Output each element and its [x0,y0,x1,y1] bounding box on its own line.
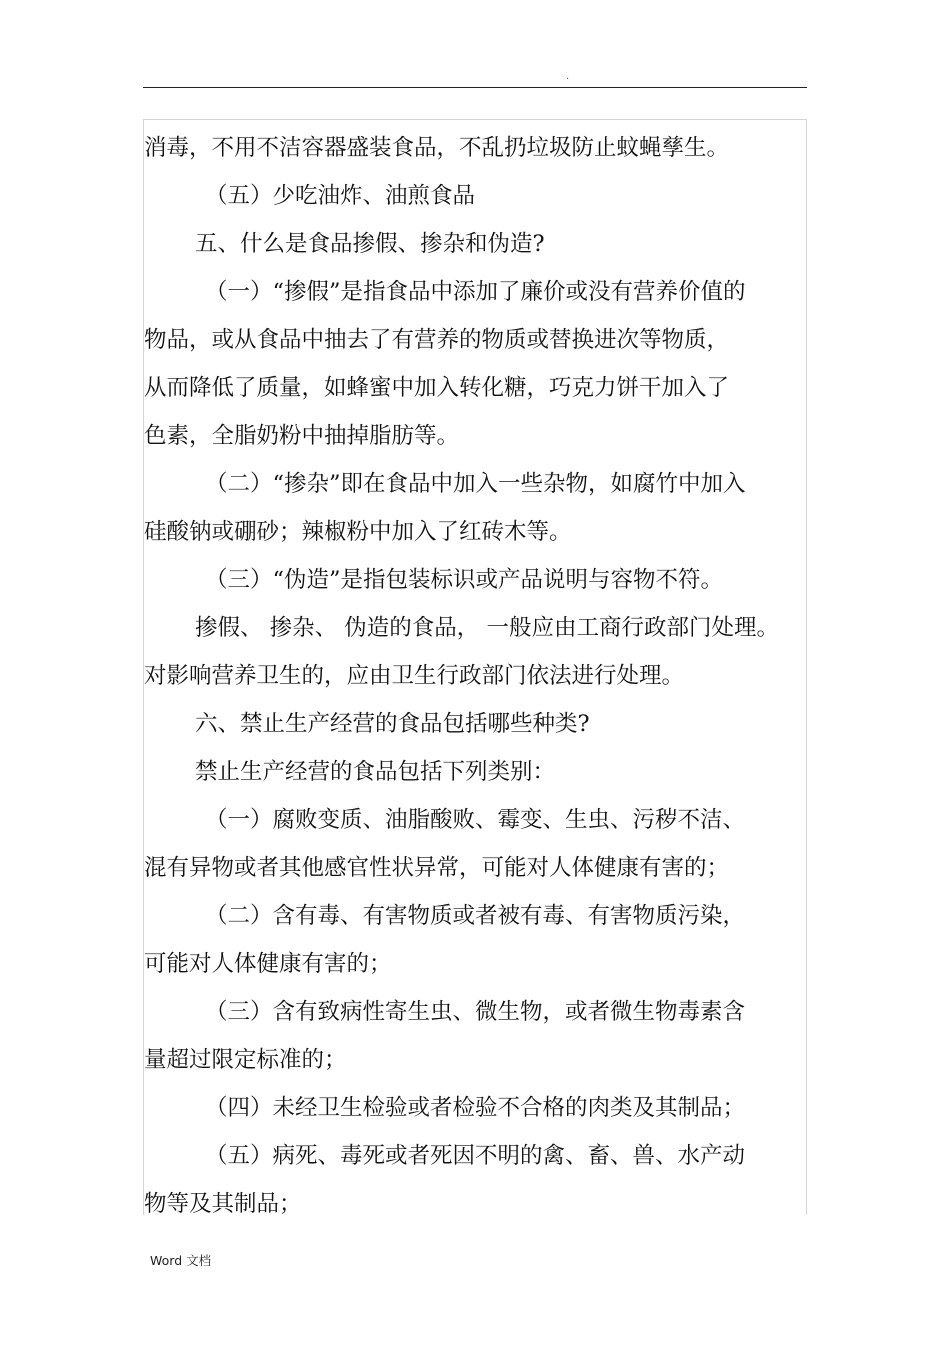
text-frame-right [806,119,807,1215]
body-line: 物品，或从食品中抽去了有营养的物质或替换进次等物质， [144,327,730,353]
body-line: 对影响营养卫生的，应由卫生行政部门依法进行处理。 [144,663,685,689]
body-line: （二）“掺杂”即在食品中加入一些杂物，如腐竹中加入 [205,471,746,497]
body-line: （四）未经卫生检验或者检验不合格的肉类及其制品； [205,1095,746,1121]
body-line: （三）“伪造”是指包装标识或产品说明与容物不符。 [205,567,724,593]
body-line: （一）“掺假”是指食品中添加了廉价或没有营养价值的 [205,279,746,305]
body-line: 混有异物或者其他感官性状异常，可能对人体健康有害的； [144,855,730,881]
body-line: （五）少吃油炸、油煎食品 [205,183,476,209]
text-frame-top [143,119,807,120]
section-heading: 五、什么是食品掺假、掺杂和伪造? [195,231,545,257]
body-line: 掺假、 掺杂、 伪造的食品， 一般应由工商行政部门处理。 [195,615,779,641]
footer-label: Word 文档 [150,1253,212,1268]
body-line: 禁止生产经营的食品包括下列类别： [195,759,556,785]
body-line: （三）含有致病性寄生虫、微生物，或者微生物毒素含 [205,999,746,1025]
body-line: （一）腐败变质、油脂酸败、霉变、生虫、污秽不洁、 [205,807,746,833]
body-line: （二）含有毒、有害物质或者被有毒、有害物质污染， [205,903,746,929]
body-line: 色素，全脂奶粉中抽掉脂肪等。 [144,423,460,449]
header-rule [143,87,807,88]
body-line: 可能对人体健康有害的； [144,951,392,977]
body-line: 物等及其制品； [144,1191,302,1217]
body-line: （五）病死、毒死或者死因不明的禽、畜、兽、水产动 [205,1143,746,1169]
header-mark: . [566,71,570,82]
body-line: 量超过限定标准的； [144,1047,347,1073]
body-line: 从而降低了质量，如蜂蜜中加入转化糖，巧克力饼干加入了 [144,375,730,401]
body-line: 硅酸钠或硼砂；辣椒粉中加入了红砖木等。 [144,519,572,545]
section-heading: 六、禁止生产经营的食品包括哪些种类? [195,711,590,737]
body-line: 消毒，不用不洁容器盛装食品，不乱扔垃圾防止蚊蝇孳生。 [144,135,730,161]
